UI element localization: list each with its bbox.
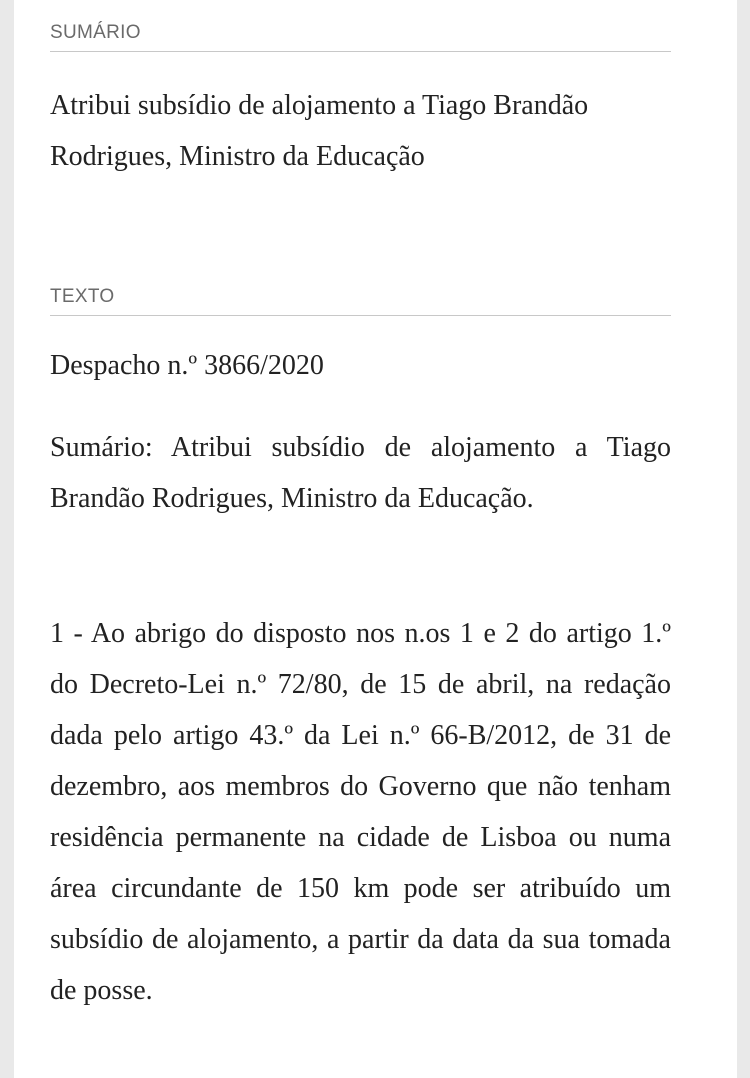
summary-text: Atribui subsídio de alojamento a Tiago Brandão Rodrigues, Ministro da Educação [50, 90, 589, 172]
paragraph-1: 1 - Ao abrigo do disposto nos n.os 1 e 2 do artigo 1.º do Decreto-Lei n.º 72/80, de 15 de abril, na redação dada pelo artigo 43.º da Lei n.º 66-B/2012, de 31 de dezembro, aos membros do Governo que não tenham residência permanente na cidade de Lisboa ou numa área circundante de 150 km pode ser atribuído um subsídio de alojamento, a partir da data da sua tomada de posse. [50, 618, 671, 1006]
document-page [14, 0, 737, 1078]
sumario-heading: SUMÁRIO [50, 21, 671, 52]
texto-heading: TEXTO [50, 285, 671, 316]
despacho-title: Despacho n.º 3866/2020 [50, 350, 324, 381]
summary-paragraph: Sumário: Atribui subsídio de alojamento a Tiago Brandão Rodrigues, Ministro da Educação. [50, 432, 671, 514]
